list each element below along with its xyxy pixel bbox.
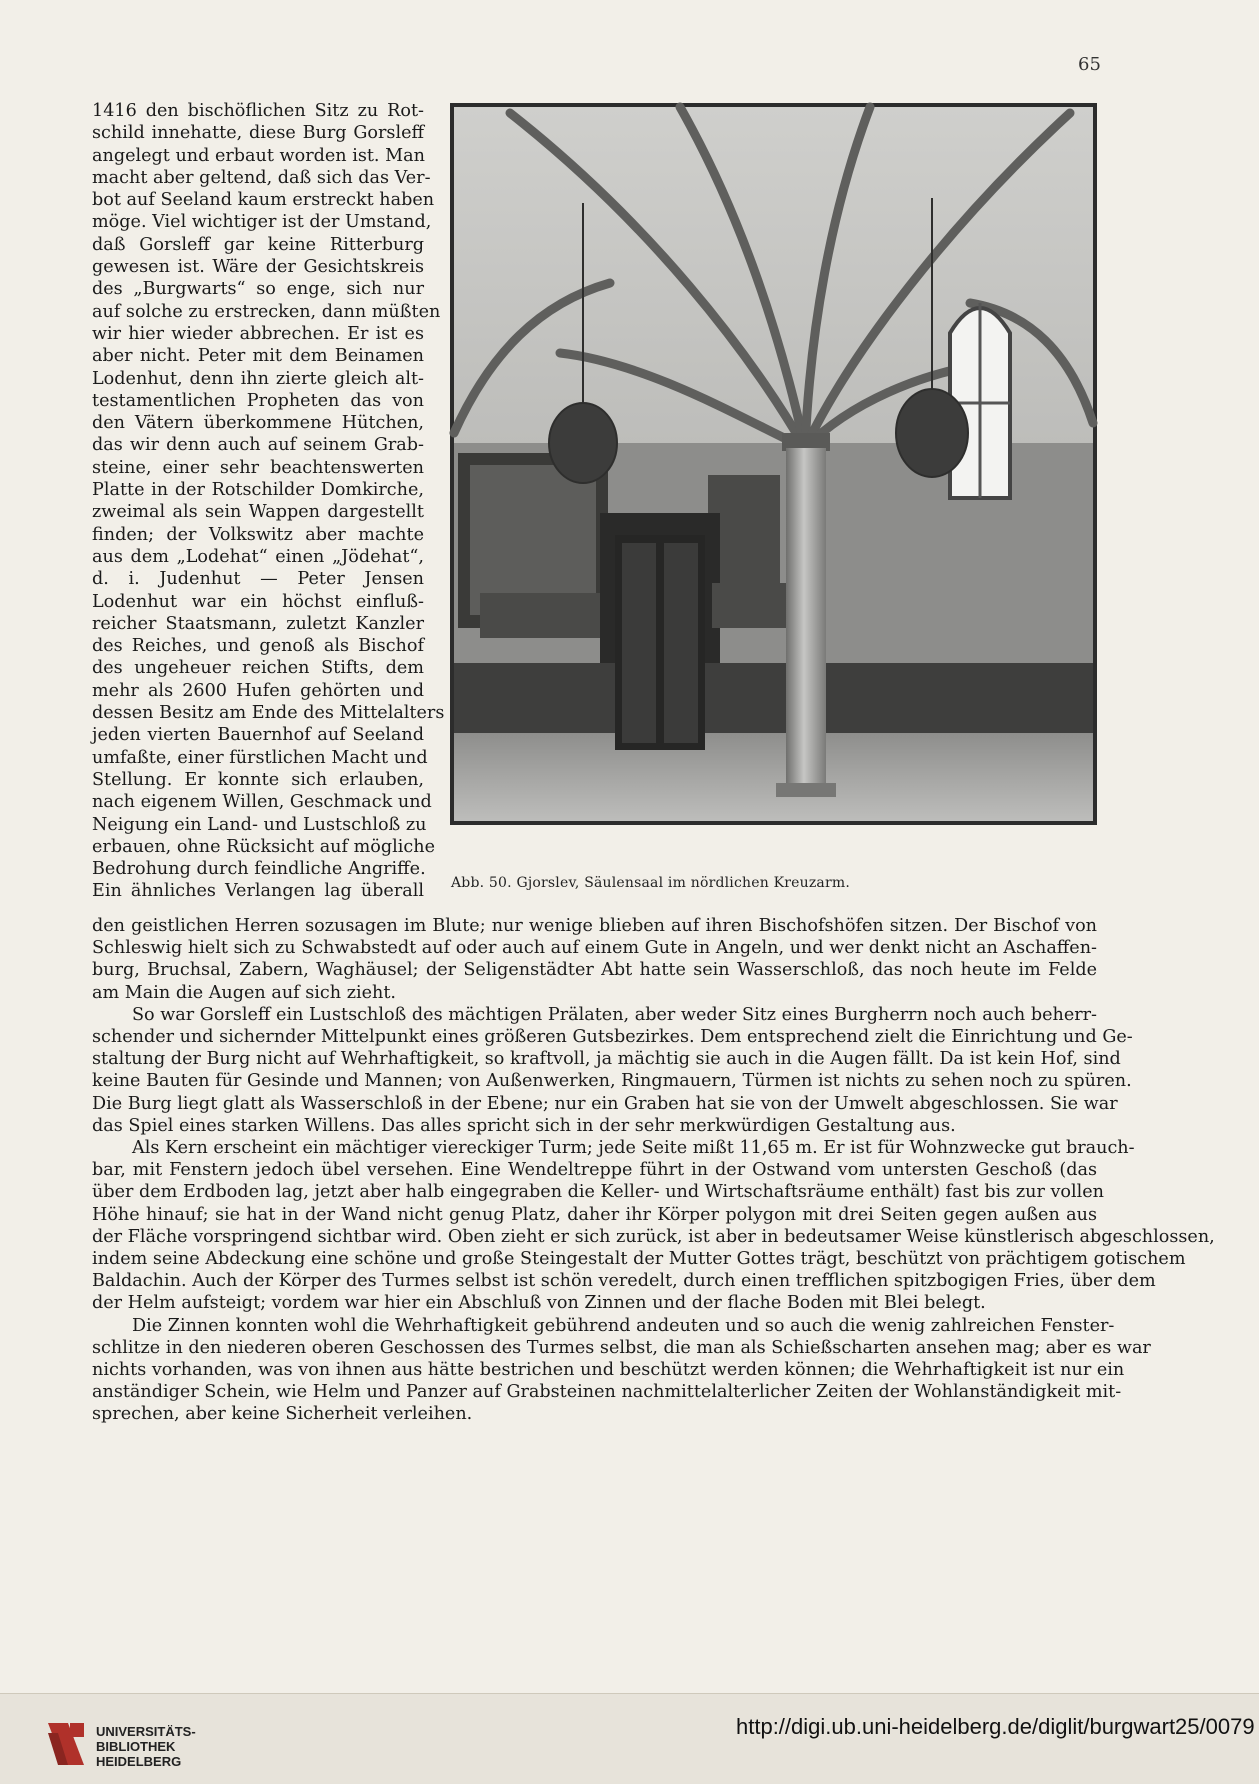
text-line: mehr als 2600 Hufen gehörten und <box>92 680 424 701</box>
text-line: gewesen ist. Wäre der Gesichtskreis <box>92 257 424 278</box>
text-line: nach eigenem Willen, Geschmack und <box>92 792 432 813</box>
text-line: steine, einer sehr beachtenswerten <box>92 457 424 478</box>
text-line: schender und sichernder Mittelpunkt eines größeren Gutsbezirkes. Dem entsprechend zielt die Einrichtung und Ge- <box>92 1027 1133 1048</box>
text-line: keine Bauten für Gesinde und Mannen; von Außenwerken, Ringmauern, Türmen ist nichts zu sehen noch zu spüren. <box>92 1071 1132 1092</box>
text-line: wir hier wieder abbrechen. Er ist es <box>92 323 424 344</box>
library-logo <box>44 1719 88 1769</box>
text-line: am Main die Augen auf sich zieht. <box>92 982 397 1003</box>
text-line: erbauen, ohne Rücksicht auf mögliche <box>92 836 436 857</box>
text-line: jeden vierten Bauernhof auf Seeland <box>92 725 424 746</box>
text-line: burg, Bruchsal, Zabern, Waghäusel; der Seligenstädter Abt hatte sein Wasserschloß, das noch heute im Felde <box>92 960 1097 981</box>
text-line: den Vätern überkommene Hütchen, <box>92 413 424 434</box>
text-line: macht aber geltend, daß sich das Ver- <box>92 167 431 188</box>
text-line: sprechen, aber keine Sicherheit verleihen. <box>92 1404 473 1425</box>
text-line: auf solche zu erstrecken, dann müßten <box>92 301 441 322</box>
text-line: möge. Viel wichtiger ist der Umstand, <box>92 212 432 233</box>
text-line: indem seine Abdeckung eine schöne und große Steingestalt der Mutter Gottes trägt, beschützt von prächtigem gotischem <box>92 1249 1186 1270</box>
text-line: reicher Staatsmann, zuletzt Kanzler <box>92 613 424 634</box>
text-line: den geistlichen Herren sozusagen im Blute; nur wenige blieben auf ihren Bischofshöfen sitzen. Der Bischof von <box>92 916 1097 936</box>
text-line: d. i. Judenhut — Peter Jensen <box>92 569 424 590</box>
text-line: Ein ähnliches Verlangen lag überall <box>92 881 424 902</box>
text-line: Bedrohung durch feindliche Angriffe. <box>92 859 426 880</box>
text-line: umfaßte, einer fürstlichen Macht und <box>92 747 428 768</box>
full-width-text <box>92 915 1215 1426</box>
text-line: Die Burg liegt glatt als Wasserschloß in der Ebene; nur ein Graben hat sie von der Umwelt abgeschlossen. Sie war <box>92 1093 1118 1114</box>
text-line: aus dem „Lodehat“ einen „Jödehat“, <box>92 546 424 567</box>
source-url-link[interactable]: http://digi.ub.uni-heidelberg.de/diglit/burgwart25/0079 <box>736 1714 1255 1739</box>
text-line: schlitze in den niederen oberen Geschossen des Turmes selbst, die man als Schießscharten ansehen mag; aber es war <box>92 1337 1151 1358</box>
left-text-column <box>92 100 445 903</box>
text-line: des Reiches, und genoß als Bischof <box>92 636 424 657</box>
text-line: des ungeheuer reichen Stifts, dem <box>92 658 424 679</box>
text-line: finden; der Volkswitz aber machte <box>92 524 424 545</box>
text-line: Lodenhut, denn ihn zierte gleich alt- <box>92 368 424 389</box>
footer-bar <box>0 1693 1259 1784</box>
library-name: UNIVERSITÄTS- BIBLIOTHEK HEIDELBERG <box>96 1724 196 1769</box>
text-line: angelegt und erbaut worden ist. Man <box>92 145 425 166</box>
text-line: der Helm aufsteigt; vordem war hier ein Abschluß von Zinnen und der flache Boden mit Blei belegt. <box>92 1293 986 1314</box>
text-line: staltung der Burg nicht auf Wehrhaftigkeit, so kraftvoll, ja mächtig sie auch in die Augen fällt. Da ist kein Hof, sind <box>92 1049 1121 1070</box>
text-line: das wir denn auch auf seinem Grab- <box>92 435 424 456</box>
text-line: Stellung. Er konnte sich erlauben, <box>92 769 424 790</box>
text-line: bot auf Seeland kaum erstreckt haben <box>92 190 435 211</box>
text-line: daß Gorsleff gar keine Ritterburg <box>92 234 424 255</box>
hall-photograph <box>450 103 1097 825</box>
text-line: Neigung ein Land- und Lustschloß zu <box>92 814 427 835</box>
text-line: Lodenhut war ein höchst einfluß- <box>92 591 424 612</box>
text-line: Die Zinnen konnten wohl die Wehrhaftigkeit gebührend andeuten und so auch die wenig zahlreichen Fenster- <box>132 1315 1115 1336</box>
text-line: bar, mit Fenstern jedoch übel versehen. Eine Wendeltreppe führt in der Ostwand vom untersten Geschoß (das <box>92 1160 1097 1181</box>
text-line: Baldachin. Auch der Körper des Turmes selbst ist schön veredelt, durch einen trefflichen spitzbogigen Fries, über dem <box>92 1271 1156 1292</box>
text-line: Als Kern erscheint ein mächtiger viereckiger Turm; jede Seite mißt 11,65 m. Er ist für Wohnzwecke gut brauch- <box>132 1138 1135 1159</box>
figure-photo <box>450 103 1097 825</box>
text-line: 1416 den bischöflichen Sitz zu Rot- <box>92 101 424 121</box>
text-line: So war Gorsleff ein Lustschloß des mächtigen Prälaten, aber weder Sitz eines Burgherrn noch auch beherr- <box>132 1004 1097 1025</box>
text-line: Höhe hinauf; sie hat in der Wand nicht genug Platz, daher ihr Körper polygon mit drei Seiten gegen außen aus <box>92 1204 1097 1225</box>
text-line: nichts vorhanden, was von ihnen aus hätte bestrichen und beschützt werden können; die Wehrhaftigkeit ist nur ein <box>92 1360 1125 1381</box>
text-line: schild innehatte, diese Burg Gorsleff <box>92 123 424 144</box>
figure-caption: Abb. 50. Gjorslev, Säulensaal im nördlichen Kreuzarm. <box>451 875 850 891</box>
text-line: dessen Besitz am Ende des Mittelalters <box>92 703 445 724</box>
text-line: testamentlichen Propheten das von <box>92 390 424 411</box>
page-number: 65 <box>1078 54 1101 75</box>
text-line: zweimal als sein Wappen dargestellt <box>92 502 424 523</box>
text-line: Schleswig hielt sich zu Schwabstedt auf oder auch auf einem Gute in Angeln, und wer denkt nicht an Aschaffen- <box>92 938 1097 959</box>
text-line: anständiger Schein, wie Helm und Panzer auf Grabsteinen nachmittelalterlicher Zeiten der Wohlanständigkeit mit- <box>92 1382 1122 1403</box>
text-line: das Spiel eines starken Willens. Das alles spricht sich in der sehr merkwürdigen Gestaltung aus. <box>92 1115 956 1136</box>
text-line: der Fläche vorspringend sichtbar wird. Oben zieht er sich zurück, ist aber in bedeutsamer Weise künstlerisch abgeschlossen, <box>92 1226 1215 1247</box>
text-line: über dem Erdboden lag, jetzt aber halb eingegraben die Keller- und Wirtschaftsräume enthält) fast bis zur vollen <box>92 1182 1104 1203</box>
text-line: aber nicht. Peter mit dem Beinamen <box>92 346 424 367</box>
text-line: Platte in der Rotschilder Domkirche, <box>92 480 424 501</box>
text-line: des „Burgwarts“ so enge, sich nur <box>92 279 424 300</box>
